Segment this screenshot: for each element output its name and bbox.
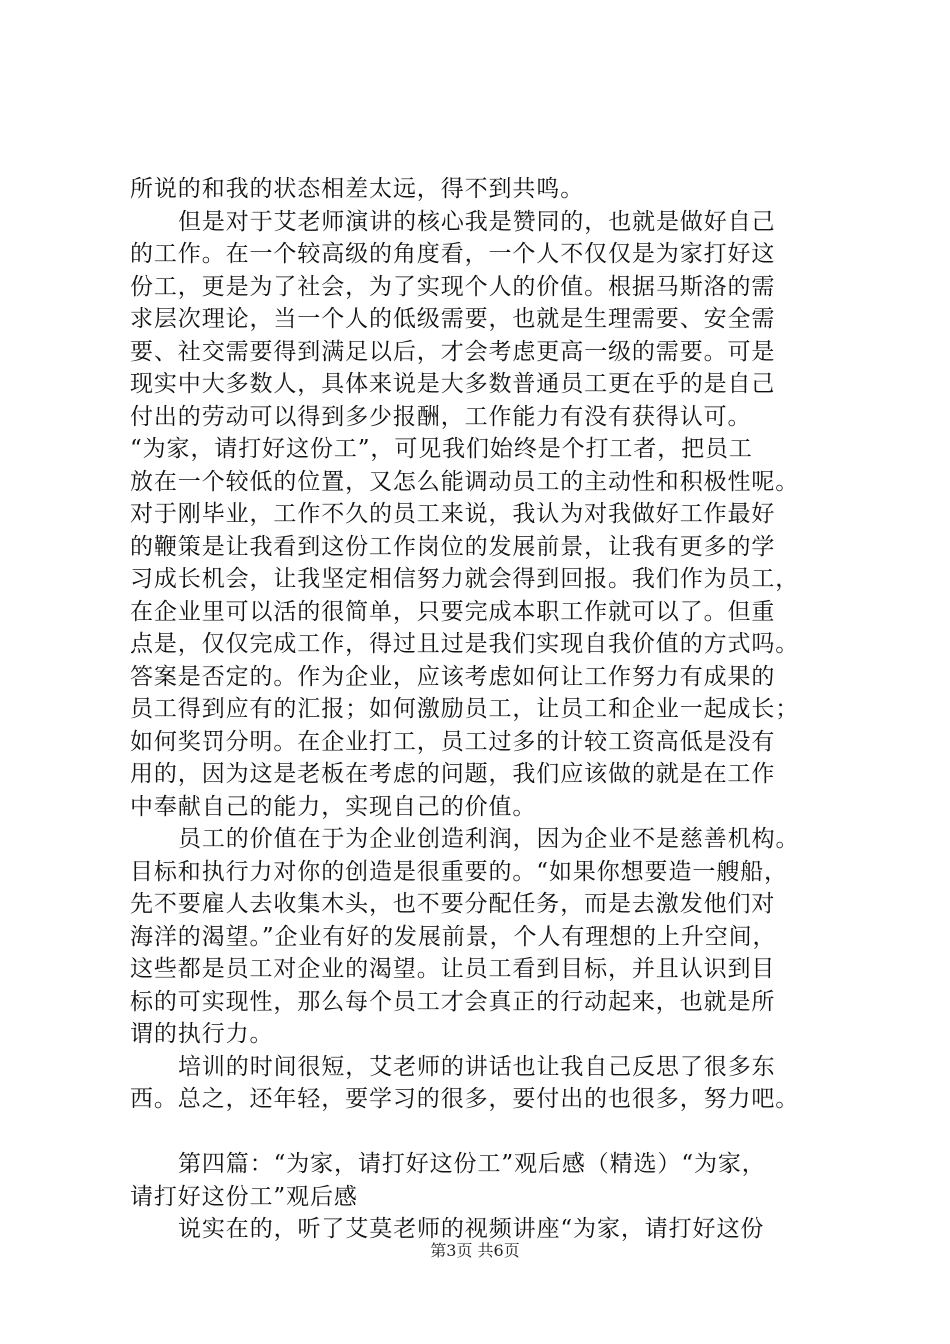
text-line: 要、社交需要得到满足以后，才会考虑更高一级的需要。可是 — [130, 338, 776, 365]
text-line: 在企业里可以活的很简单，只要完成本职工作就可以了。但重 — [130, 598, 776, 625]
section-heading-line: 请打好这份工”观后感 — [130, 1183, 358, 1210]
paragraph-start-line: 但是对于艾老师演讲的核心我是赞同的，也就是做好自己 — [178, 208, 776, 235]
text-line: 的鞭策是让我看到这份工作岗位的发展前景，让我有更多的学 — [130, 533, 776, 560]
text-line: 放在一个较低的位置，又怎么能调动员工的主动性和积极性呢。 — [130, 468, 800, 495]
paragraph-start-line: 说实在的，听了艾莫老师的视频讲座“为家，请打好这份 — [178, 1216, 765, 1242]
text-line: 的工作。在一个较高级的角度看，一个人不仅仅是为家打好这 — [130, 241, 776, 267]
text-line: 求层次理论，当一个人的低级需要，也就是生理需要、安全需 — [130, 306, 776, 332]
text-line: 目标和执行力对你的创造是很重要的。“如果你想要造一艘船， — [130, 858, 788, 885]
text-line: 先不要雇人去收集木头，也不要分配任务，而是去激发他们对 — [130, 891, 776, 917]
text-line: 中奉献自己的能力，实现自己的价值。 — [130, 793, 537, 820]
text-line: 份工，更是为了社会，为了实现个人的价值。根据马斯洛的需 — [130, 273, 776, 300]
text-line: 现实中大多数人，具体来说是大多数普通员工更在乎的是自己 — [130, 371, 776, 397]
text-line: 答案是否定的。作为企业，应该考虑如何让工作努力有成果的 — [130, 663, 776, 690]
paragraph-start-line: 培训的时间很短，艾老师的讲话也让我自己反思了很多东 — [178, 1053, 776, 1080]
text-line: 标的可实现性，那么每个员工才会真正的行动起来，也就是所 — [130, 988, 776, 1015]
text-line: 对于刚毕业，工作不久的员工来说，我认为对我做好工作最好 — [130, 501, 776, 527]
text-line: 习成长机会，让我坚定相信努力就会得到回报。我们作为员工， — [130, 566, 800, 592]
text-line: 如何奖罚分明。在企业打工，员工过多的计较工资高低是没有 — [130, 728, 776, 755]
text-line: “为家，请打好这份工”，可见我们始终是个打工者，把员工 — [130, 436, 753, 462]
text-line: 谓的执行力。 — [130, 1021, 274, 1047]
text-line: 西。总之，还年轻，要学习的很多，要付出的也很多，努力吧。 — [130, 1086, 800, 1112]
text-line: 所说的和我的状态相差太远，得不到共鸣。 — [130, 176, 585, 202]
text-line: 海洋的渴望。”企业有好的发展前景，个人有理想的上升空间， — [130, 923, 777, 950]
text-line: 这些都是员工对企业的渴望。让员工看到目标，并且认识到目 — [130, 956, 776, 982]
text-line: 付出的劳动可以得到多少报酬，工作能力有没有获得认可。 — [130, 403, 752, 430]
page-footer: 第3页 共6页 — [430, 1241, 520, 1260]
text-line: 员工得到应有的汇报；如何激励员工，让员工和企业一起成长； — [130, 696, 800, 722]
section-heading-line: 第四篇：“为家，请打好这份工”观后感（精选）“为家， — [178, 1151, 766, 1177]
blank-line — [130, 1116, 860, 1149]
text-line: 点是，仅仅完成工作，得过且过是我们实现自我价值的方式吗。 — [130, 631, 800, 657]
document-body — [130, 173, 860, 1246]
paragraph-start-line: 员工的价值在于为企业创造利润，因为企业不是慈善机构。 — [178, 826, 800, 852]
text-line: 用的，因为这是老板在考虑的问题，我们应该做的就是在工作 — [130, 761, 776, 787]
